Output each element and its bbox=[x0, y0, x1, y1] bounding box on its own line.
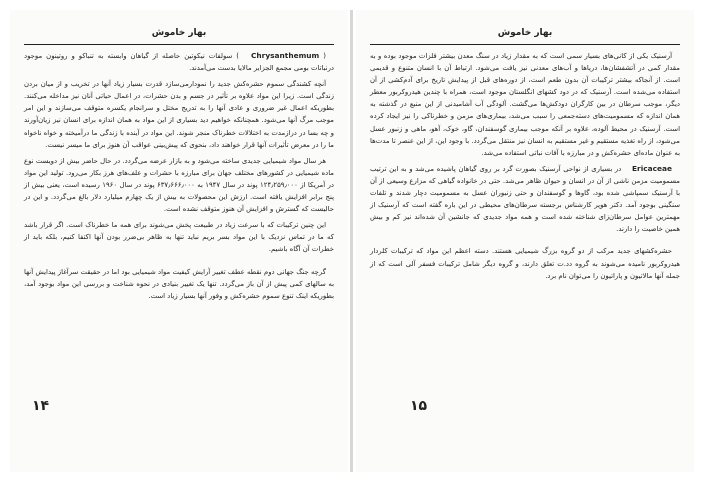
right-page-header bbox=[370, 20, 680, 45]
paragraph: Ericaceae در بسیاری از نواحی آرسنیک بصورت گرد بر روی گیاهان پاشیده می‌شد و به این ترتیب مسمومیت مزمن ناشی از آن در انسان و حیوان ظاهر می‌شد. حتی در خانواده گیاهی که مزارع وسیعی از آن با آرسنیک سمپاشی شده بود، گاوها و گوسفندان و حتی زنبوران عسل به مسمومیت دچار شدند و تلفات سنگینی بوجود آمد. دکتر هوپر کارشناس برجسته سرطان‌های محیطی در این باره گفته است که آرسنیک از مهمترین عوامل سرطان‌زای شناخته شده است و همه مواد جدیدی که جانشین آن شده‌اند نیز کم و بیش همین خاصیت را دارند. bbox=[370, 163, 680, 234]
left-page-body bbox=[24, 50, 334, 306]
running-title: بهار خاموش bbox=[497, 28, 553, 38]
book-gutter bbox=[350, 10, 353, 472]
page-number: ۱۵ bbox=[410, 398, 428, 414]
paragraph: این چنین ترکیبات که با سرعت زیاد در طبیعت پخش می‌شوند برای همه ما خطرناک است. اگر قرار باشد که ما در تماس نزدیک با این مواد بسر بریم نباید تنها به ظاهر بی‌ضرر بودن آنها اکتفا کنیم، بلکه باید از خطرات آن آگاه باشیم. bbox=[24, 221, 334, 254]
page-number: ۱۴ bbox=[32, 398, 50, 414]
paragraph: گرچه جنگ جهانی دوم نقطه عطف تغییر آرایش کیفیت مواد شیمیایی بود اما در حقیقت سرآغاز پیدایش آنها به سالهای کمی پیش از آن باز می‌گردد. تنها یک تغییر بنیادی در نحوه شناخت و بررسی این مواد بوجود آمد، بطوریکه اینک تنوع سموم حشره‌کش و وفور آنها بسیار زیاد است. bbox=[24, 267, 334, 300]
latin-term: Ericaceae bbox=[632, 163, 672, 173]
paragraph: آنچه کشندگی سموم حشره‌کش جدید را نمودارمی‌سازد قدرت بسیار زیاد آنها در تخریب و از میان بردن زندگی است. زیرا این مواد علاوه بر تأثیر در جسم و بدن حشرات، در اعمال حیاتی آنان نیز مداخله می‌کنند. بطوریکه اعمال غیر ضروری و عادی آنها را به تدریج مختل و سرانجام یکسره متوقف می‌سازند و این امر موجب مرگ آنها می‌شود. همچنانکه خواهیم دید بسیاری از این مواد به همان اندازه برای انسان نیز زیان‌آورند و چه بسا در درازمدت به اختلالات خطرناک منجر شوند. این مواد در آینده با زندگی ما درآمیخته و خواه ناخواه ما را در معرض تأثیرات آنها قرار خواهند داد، بنحوی که پیش‌بینی عواقب آن هنوز برای ما میسر نیست. bbox=[24, 80, 334, 149]
left-page bbox=[10, 10, 348, 472]
right-page-body bbox=[370, 50, 680, 286]
paragraph: هر سال مواد شیمیایی جدیدی ساخته می‌شود و به بازار عرضه می‌گردد. در حال حاضر بیش از دویست نوع ماده شیمیایی در کشورهای مختلف جهان برای مبارزه با حشرات و علف‌های هرز بکار می‌رود. تولید این مواد در آمریکا از ۱۲۴٫۲۵۹٫۰۰۰ پوند در سال ۱۹۴۷ به ۶۳۷٫۶۶۶٫۰۰۰ پوند در سال ۱۹۶۰ رسیده است، یعنی بیش از پنج برابر افزایش یافته است. ارزش این محصولات به بیش از یک چهارم میلیارد دلار بالغ می‌گردد. و این در حالیست که گسترش و افزایش آن هنوز متوقف نشده است. bbox=[24, 156, 334, 214]
paragraph: ( Chrysanthemum ) سولفات نیکوتین حاصله از گیاهان وابسته به تنباکو و روتینون موجود درنباتات بومی مجمع الجزایر مالایا بدست می‌آمدند. bbox=[24, 51, 334, 73]
left-page-header bbox=[24, 20, 334, 45]
paragraph: آرسنیک یکی از کانی‌های بسیار سمی است که به مقدار زیاد در سنگ معدن بیشتر فلزات موجود بوده و به مقدار کمی در آتشفشان‌ها، دریاها و آب‌های معدنی نیز یافت می‌شود. ارتباط آن با انسان متنوع و قدیمی است. از آنجاکه بیشتر ترکیبات آن بدون طعم است، از دوره‌های قبل از پیدایش تاریخ برای آدم‌کشی از آن استفاده می‌شده است. آرسنیک که در دود کشهای انگلستان موجود است، همراه با چندین هیدروکربور معطر دیگر، موجب سرطان در بین کارگران دودکش‌ها می‌گشت. آلودگی آب آشامیدنی از این منبع در گذشته به همان اندازه که مسمومیت‌های دسته‌جمعی را سبب می‌شد، بیماری‌های مزمن و خطرناکی را نیز ایجاد کرده است. آرسنیک در محیط آلوده، علاوه بر آنکه موجب بیماری گوسفندان، گاو، خوک، آهو، ماهی و زنبور عسل می‌شود، از راه تغذیه مستقیم و غیر مستقیم به انسان نیز منتقل می‌گردد. با وجود این، از این عنصر تا مدت‌ها به عنوان ماده‌ای حشره‌کش و در مبارزه با آفات نباتی استفاده می‌شد. bbox=[370, 52, 680, 157]
right-page bbox=[356, 10, 694, 472]
paragraph: حشره‌کشهای جدید مرکب از دو گروه بزرگ شیمیایی هستند. دسته اعظم این مواد که ترکیبات کلردار هیدروکربور نامیده می‌شوند به گروه دد.ت تعلق دارند، و گروه دیگر شامل ترکیبات فسفر آلی است که از جمله آنها مالاتیون و پاراتیون را می‌توان نام برد. bbox=[370, 247, 680, 280]
running-title: بهار خاموش bbox=[151, 28, 207, 38]
latin-term: Chrysanthemum bbox=[250, 51, 320, 60]
